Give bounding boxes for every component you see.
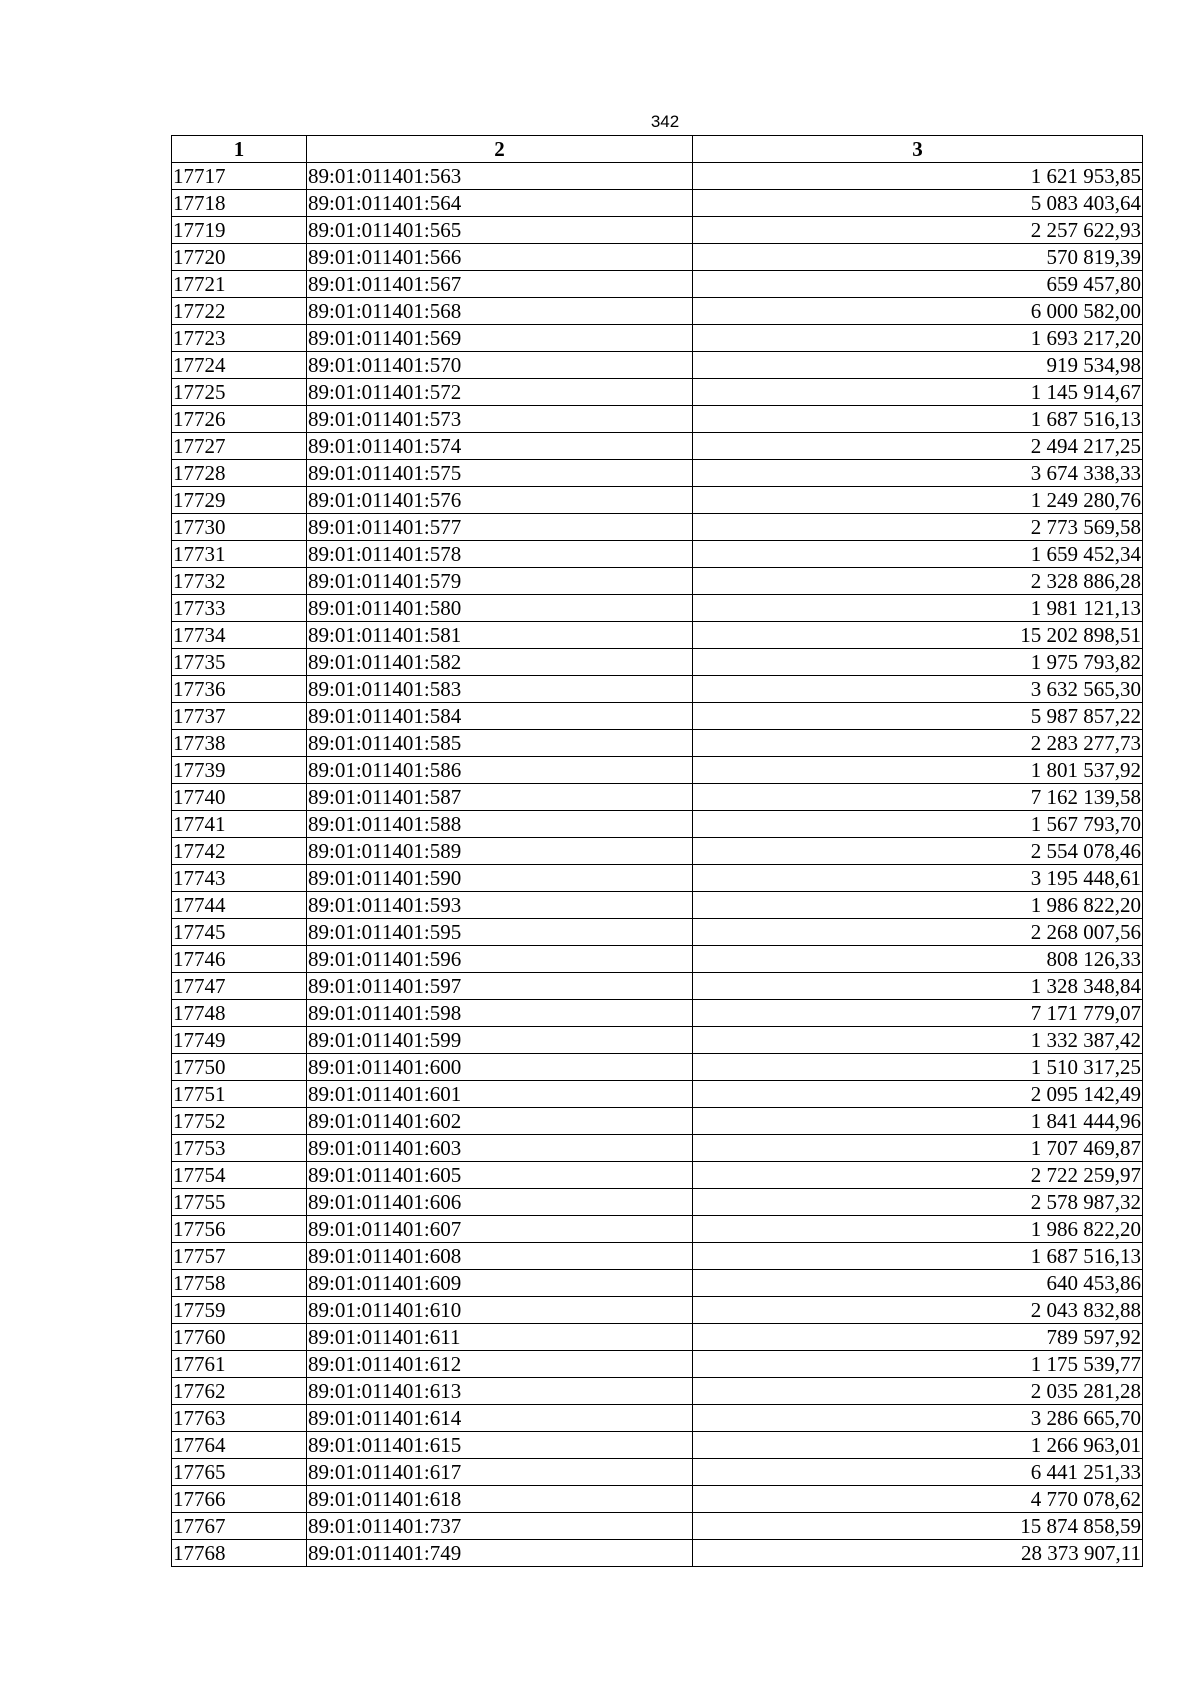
value-cell: 1 266 963,01 — [693, 1432, 1143, 1459]
value-cell: 2 554 078,46 — [693, 838, 1143, 865]
value-cell: 570 819,39 — [693, 244, 1143, 271]
row-number-cell: 17730 — [172, 514, 307, 541]
cadastral-number-cell: 89:01:011401:615 — [307, 1432, 693, 1459]
row-number-cell: 17768 — [172, 1540, 307, 1567]
row-number-cell: 17759 — [172, 1297, 307, 1324]
cadastral-number-cell: 89:01:011401:573 — [307, 406, 693, 433]
row-number-cell: 17717 — [172, 163, 307, 190]
table-row — [172, 1108, 1143, 1135]
value-cell: 1 567 793,70 — [693, 811, 1143, 838]
value-cell: 2 035 281,28 — [693, 1378, 1143, 1405]
cadastral-number-cell: 89:01:011401:565 — [307, 217, 693, 244]
row-number-cell: 17728 — [172, 460, 307, 487]
row-number-cell: 17747 — [172, 973, 307, 1000]
table-row — [172, 703, 1143, 730]
row-number-cell: 17724 — [172, 352, 307, 379]
table-row — [172, 1162, 1143, 1189]
cadastral-number-cell: 89:01:011401:569 — [307, 325, 693, 352]
table-row — [172, 163, 1143, 190]
value-cell: 1 687 516,13 — [693, 1243, 1143, 1270]
cadastral-number-cell: 89:01:011401:612 — [307, 1351, 693, 1378]
registry-table — [171, 135, 1143, 1567]
row-number-cell: 17741 — [172, 811, 307, 838]
table-row — [172, 514, 1143, 541]
column-header-1: 1 — [172, 136, 307, 163]
table-row — [172, 730, 1143, 757]
cadastral-number-cell: 89:01:011401:596 — [307, 946, 693, 973]
value-cell: 6 441 251,33 — [693, 1459, 1143, 1486]
row-number-cell: 17723 — [172, 325, 307, 352]
value-cell: 2 095 142,49 — [693, 1081, 1143, 1108]
row-number-cell: 17754 — [172, 1162, 307, 1189]
cadastral-number-cell: 89:01:011401:586 — [307, 757, 693, 784]
cadastral-number-cell: 89:01:011401:587 — [307, 784, 693, 811]
table-row — [172, 1459, 1143, 1486]
table-row — [172, 1189, 1143, 1216]
cadastral-number-cell: 89:01:011401:567 — [307, 271, 693, 298]
cadastral-number-cell: 89:01:011401:588 — [307, 811, 693, 838]
value-cell: 2 257 622,93 — [693, 217, 1143, 244]
value-cell: 2 268 007,56 — [693, 919, 1143, 946]
table-row — [172, 1216, 1143, 1243]
table-row — [172, 919, 1143, 946]
table-row — [172, 1243, 1143, 1270]
value-cell: 2 043 832,88 — [693, 1297, 1143, 1324]
page-number: 342 — [650, 112, 680, 131]
value-cell: 3 674 338,33 — [693, 460, 1143, 487]
value-cell: 1 621 953,85 — [693, 163, 1143, 190]
row-number-cell: 17736 — [172, 676, 307, 703]
cadastral-number-cell: 89:01:011401:583 — [307, 676, 693, 703]
table-row — [172, 271, 1143, 298]
row-number-cell: 17733 — [172, 595, 307, 622]
cadastral-number-cell: 89:01:011401:602 — [307, 1108, 693, 1135]
table-row — [172, 1432, 1143, 1459]
cadastral-number-cell: 89:01:011401:593 — [307, 892, 693, 919]
row-number-cell: 17749 — [172, 1027, 307, 1054]
row-number-cell: 17761 — [172, 1351, 307, 1378]
table-body — [172, 163, 1143, 1567]
cadastral-number-cell: 89:01:011401:607 — [307, 1216, 693, 1243]
cadastral-number-cell: 89:01:011401:600 — [307, 1054, 693, 1081]
cadastral-number-cell: 89:01:011401:749 — [307, 1540, 693, 1567]
cadastral-number-cell: 89:01:011401:618 — [307, 1486, 693, 1513]
table-row — [172, 1270, 1143, 1297]
table-row — [172, 676, 1143, 703]
row-number-cell: 17762 — [172, 1378, 307, 1405]
row-number-cell: 17746 — [172, 946, 307, 973]
table-row — [172, 1513, 1143, 1540]
value-cell: 1 332 387,42 — [693, 1027, 1143, 1054]
row-number-cell: 17722 — [172, 298, 307, 325]
row-number-cell: 17742 — [172, 838, 307, 865]
row-number-cell: 17760 — [172, 1324, 307, 1351]
cadastral-number-cell: 89:01:011401:617 — [307, 1459, 693, 1486]
cadastral-number-cell: 89:01:011401:603 — [307, 1135, 693, 1162]
cadastral-number-cell: 89:01:011401:585 — [307, 730, 693, 757]
value-cell: 15 874 858,59 — [693, 1513, 1143, 1540]
row-number-cell: 17734 — [172, 622, 307, 649]
table-row — [172, 649, 1143, 676]
table-row — [172, 1351, 1143, 1378]
row-number-cell: 17765 — [172, 1459, 307, 1486]
table-row — [172, 1540, 1143, 1567]
table-row — [172, 1135, 1143, 1162]
value-cell: 789 597,92 — [693, 1324, 1143, 1351]
cadastral-number-cell: 89:01:011401:576 — [307, 487, 693, 514]
cadastral-number-cell: 89:01:011401:563 — [307, 163, 693, 190]
row-number-cell: 17767 — [172, 1513, 307, 1540]
value-cell: 4 770 078,62 — [693, 1486, 1143, 1513]
cadastral-number-cell: 89:01:011401:597 — [307, 973, 693, 1000]
row-number-cell: 17766 — [172, 1486, 307, 1513]
row-number-cell: 17764 — [172, 1432, 307, 1459]
header-row — [172, 136, 1143, 163]
row-number-cell: 17719 — [172, 217, 307, 244]
cadastral-number-cell: 89:01:011401:606 — [307, 1189, 693, 1216]
table-row — [172, 244, 1143, 271]
value-cell: 7 171 779,07 — [693, 1000, 1143, 1027]
table-row — [172, 190, 1143, 217]
value-cell: 2 494 217,25 — [693, 433, 1143, 460]
row-number-cell: 17718 — [172, 190, 307, 217]
cadastral-number-cell: 89:01:011401:614 — [307, 1405, 693, 1432]
cadastral-number-cell: 89:01:011401:575 — [307, 460, 693, 487]
row-number-cell: 17757 — [172, 1243, 307, 1270]
table-row — [172, 1378, 1143, 1405]
cadastral-number-cell: 89:01:011401:582 — [307, 649, 693, 676]
table-row — [172, 352, 1143, 379]
value-cell: 1 328 348,84 — [693, 973, 1143, 1000]
value-cell: 1 687 516,13 — [693, 406, 1143, 433]
value-cell: 2 773 569,58 — [693, 514, 1143, 541]
value-cell: 919 534,98 — [693, 352, 1143, 379]
table-row — [172, 433, 1143, 460]
row-number-cell: 17726 — [172, 406, 307, 433]
table-row — [172, 1405, 1143, 1432]
column-header-2: 2 — [307, 136, 693, 163]
value-cell: 28 373 907,11 — [693, 1540, 1143, 1567]
table-row — [172, 757, 1143, 784]
row-number-cell: 17750 — [172, 1054, 307, 1081]
cadastral-number-cell: 89:01:011401:574 — [307, 433, 693, 460]
table-row — [172, 622, 1143, 649]
value-cell: 2 722 259,97 — [693, 1162, 1143, 1189]
value-cell: 1 693 217,20 — [693, 325, 1143, 352]
table-row — [172, 784, 1143, 811]
value-cell: 15 202 898,51 — [693, 622, 1143, 649]
table-row — [172, 1081, 1143, 1108]
cadastral-number-cell: 89:01:011401:589 — [307, 838, 693, 865]
table-row — [172, 460, 1143, 487]
table-row — [172, 1324, 1143, 1351]
cadastral-number-cell: 89:01:011401:568 — [307, 298, 693, 325]
row-number-cell: 17731 — [172, 541, 307, 568]
row-number-cell: 17739 — [172, 757, 307, 784]
row-number-cell: 17758 — [172, 1270, 307, 1297]
cadastral-number-cell: 89:01:011401:605 — [307, 1162, 693, 1189]
table-row — [172, 946, 1143, 973]
table-row — [172, 1486, 1143, 1513]
row-number-cell: 17745 — [172, 919, 307, 946]
cadastral-number-cell: 89:01:011401:577 — [307, 514, 693, 541]
table-row — [172, 568, 1143, 595]
row-number-cell: 17756 — [172, 1216, 307, 1243]
table-row — [172, 595, 1143, 622]
row-number-cell: 17738 — [172, 730, 307, 757]
cadastral-number-cell: 89:01:011401:610 — [307, 1297, 693, 1324]
cadastral-number-cell: 89:01:011401:581 — [307, 622, 693, 649]
row-number-cell: 17735 — [172, 649, 307, 676]
cadastral-number-cell: 89:01:011401:595 — [307, 919, 693, 946]
column-header-3: 3 — [693, 136, 1143, 163]
value-cell: 2 578 987,32 — [693, 1189, 1143, 1216]
cadastral-number-cell: 89:01:011401:578 — [307, 541, 693, 568]
table-row — [172, 973, 1143, 1000]
table-row — [172, 541, 1143, 568]
table-row — [172, 811, 1143, 838]
cadastral-number-cell: 89:01:011401:599 — [307, 1027, 693, 1054]
row-number-cell: 17748 — [172, 1000, 307, 1027]
row-number-cell: 17737 — [172, 703, 307, 730]
cadastral-number-cell: 89:01:011401:609 — [307, 1270, 693, 1297]
table-row — [172, 1054, 1143, 1081]
table-row — [172, 865, 1143, 892]
table-header — [172, 136, 1143, 163]
value-cell: 1 659 452,34 — [693, 541, 1143, 568]
table-row — [172, 892, 1143, 919]
value-cell: 2 328 886,28 — [693, 568, 1143, 595]
value-cell: 7 162 139,58 — [693, 784, 1143, 811]
cadastral-number-cell: 89:01:011401:598 — [307, 1000, 693, 1027]
value-cell: 3 286 665,70 — [693, 1405, 1143, 1432]
cadastral-number-cell: 89:01:011401:608 — [307, 1243, 693, 1270]
cadastral-number-cell: 89:01:011401:611 — [307, 1324, 693, 1351]
row-number-cell: 17755 — [172, 1189, 307, 1216]
cadastral-number-cell: 89:01:011401:566 — [307, 244, 693, 271]
value-cell: 640 453,86 — [693, 1270, 1143, 1297]
table-row — [172, 406, 1143, 433]
cadastral-number-cell: 89:01:011401:601 — [307, 1081, 693, 1108]
value-cell: 1 249 280,76 — [693, 487, 1143, 514]
cadastral-number-cell: 89:01:011401:572 — [307, 379, 693, 406]
value-cell: 1 801 537,92 — [693, 757, 1143, 784]
value-cell: 808 126,33 — [693, 946, 1143, 973]
row-number-cell: 17751 — [172, 1081, 307, 1108]
cadastral-number-cell: 89:01:011401:580 — [307, 595, 693, 622]
row-number-cell: 17729 — [172, 487, 307, 514]
row-number-cell: 17727 — [172, 433, 307, 460]
value-cell: 5 083 403,64 — [693, 190, 1143, 217]
cadastral-number-cell: 89:01:011401:737 — [307, 1513, 693, 1540]
cadastral-number-cell: 89:01:011401:570 — [307, 352, 693, 379]
value-cell: 3 195 448,61 — [693, 865, 1143, 892]
row-number-cell: 17744 — [172, 892, 307, 919]
row-number-cell: 17753 — [172, 1135, 307, 1162]
table-row — [172, 487, 1143, 514]
value-cell: 1 145 914,67 — [693, 379, 1143, 406]
value-cell: 1 981 121,13 — [693, 595, 1143, 622]
table-row — [172, 325, 1143, 352]
value-cell: 659 457,80 — [693, 271, 1143, 298]
row-number-cell: 17740 — [172, 784, 307, 811]
row-number-cell: 17721 — [172, 271, 307, 298]
value-cell: 2 283 277,73 — [693, 730, 1143, 757]
cadastral-number-cell: 89:01:011401:579 — [307, 568, 693, 595]
value-cell: 1 975 793,82 — [693, 649, 1143, 676]
table-row — [172, 1297, 1143, 1324]
table-row — [172, 298, 1143, 325]
cadastral-number-cell: 89:01:011401:564 — [307, 190, 693, 217]
value-cell: 1 707 469,87 — [693, 1135, 1143, 1162]
value-cell: 1 175 539,77 — [693, 1351, 1143, 1378]
table-row — [172, 217, 1143, 244]
row-number-cell: 17732 — [172, 568, 307, 595]
value-cell: 1 986 822,20 — [693, 892, 1143, 919]
value-cell: 6 000 582,00 — [693, 298, 1143, 325]
value-cell: 5 987 857,22 — [693, 703, 1143, 730]
value-cell: 1 510 317,25 — [693, 1054, 1143, 1081]
row-number-cell: 17752 — [172, 1108, 307, 1135]
cadastral-number-cell: 89:01:011401:613 — [307, 1378, 693, 1405]
row-number-cell: 17743 — [172, 865, 307, 892]
table-row — [172, 379, 1143, 406]
value-cell: 1 841 444,96 — [693, 1108, 1143, 1135]
value-cell: 3 632 565,30 — [693, 676, 1143, 703]
table-row — [172, 838, 1143, 865]
row-number-cell: 17725 — [172, 379, 307, 406]
value-cell: 1 986 822,20 — [693, 1216, 1143, 1243]
cadastral-number-cell: 89:01:011401:590 — [307, 865, 693, 892]
row-number-cell: 17763 — [172, 1405, 307, 1432]
cadastral-number-cell: 89:01:011401:584 — [307, 703, 693, 730]
row-number-cell: 17720 — [172, 244, 307, 271]
table-row — [172, 1027, 1143, 1054]
table-row — [172, 1000, 1143, 1027]
